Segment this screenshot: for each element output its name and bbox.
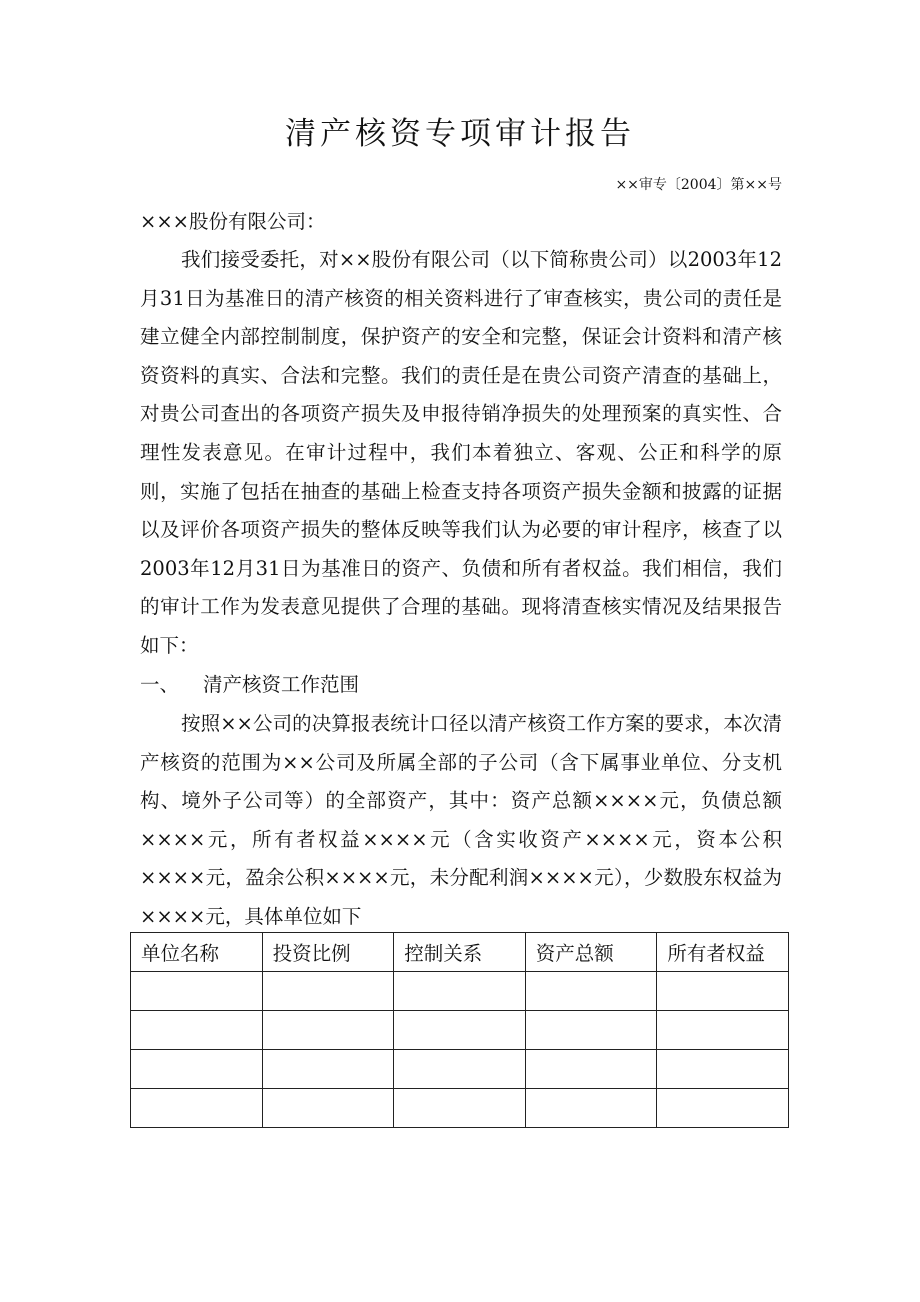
table-cell bbox=[657, 1011, 789, 1050]
table-row bbox=[131, 1050, 789, 1089]
paragraph-intro: 我们接受委托，对××股份有限公司（以下简称贵公司）以2003年12月31日为基准日的清产核资的相关资料进行了审查核实，贵公司的责任是建立健全内部控制制度，保护资产的安全和完整，保证会计资料和清产核资资料的真实、合法和完整。我们的责任是在贵公司资产清查的基础上，对贵公司查出的各项资产损失及申报待销净损失的处理预案的真实性、合理性发表意见。在审计过程中，我们本着独立、客观、公正和科学的原则，实施了包括在抽查的基础上检查支持各项资产损失金额和披露的证据以及评价各项资产损失的整体反映等我们认为必要的审计程序，核查了以2003年12月31日为基准日的资产、负债和所有者权益。我们相信，我们的审计工作为发表意见提供了合理的基础。现将清查核实情况及结果报告如下： bbox=[140, 248, 782, 657]
table-cell bbox=[131, 1011, 263, 1050]
table-header-row bbox=[131, 933, 789, 972]
header-owners-equity: 所有者权益 bbox=[657, 933, 789, 972]
section-number: 一、 bbox=[140, 673, 180, 696]
table-cell bbox=[525, 972, 657, 1011]
paragraph-scope: 按照××公司的决算报表统计口径以清产核资工作方案的要求，本次清产核资的范围为××公司及所属全部的子公司（含下属事业单位、分支机构、境外子公司等）的全部资产，其中：资产总额××××元，负债总额××××元，所有者权益××××元（含实收资产××××元，资本公积××××元，盈余公积××××元，未分配利润××××元），少数股东权益为××××元，具体单位如下 bbox=[140, 712, 782, 928]
table-cell bbox=[394, 972, 526, 1011]
table-cell bbox=[394, 1050, 526, 1089]
table-cell bbox=[657, 1089, 789, 1128]
reference-number: ××审专〔2004〕第××号 bbox=[615, 177, 782, 193]
table-cell bbox=[262, 1050, 394, 1089]
document-title: 清产核资专项审计报告 bbox=[285, 116, 635, 152]
header-investment-ratio: 投资比例 bbox=[262, 933, 394, 972]
table-cell bbox=[657, 1050, 789, 1089]
units-table bbox=[130, 932, 789, 1128]
header-unit-name: 单位名称 bbox=[131, 933, 263, 972]
section-heading-text: 清产核资工作范围 bbox=[203, 673, 360, 696]
table-cell bbox=[262, 1011, 394, 1050]
table-cell bbox=[131, 972, 263, 1011]
addressee: ×××股份有限公司： bbox=[140, 210, 326, 233]
header-total-assets: 资产总额 bbox=[525, 933, 657, 972]
table-cell bbox=[525, 1011, 657, 1050]
header-control-relation: 控制关系 bbox=[394, 933, 526, 972]
table-cell bbox=[262, 1089, 394, 1128]
table-cell bbox=[525, 1089, 657, 1128]
table-row bbox=[131, 1089, 789, 1128]
table-cell bbox=[657, 972, 789, 1011]
section-heading-scope bbox=[140, 666, 782, 705]
table-cell bbox=[394, 1089, 526, 1128]
table-cell bbox=[262, 972, 394, 1011]
table-cell bbox=[131, 1050, 263, 1089]
table-cell bbox=[131, 1089, 263, 1128]
table-cell bbox=[394, 1011, 526, 1050]
table-cell bbox=[525, 1050, 657, 1089]
table-row bbox=[131, 1011, 789, 1050]
table-row bbox=[131, 972, 789, 1011]
